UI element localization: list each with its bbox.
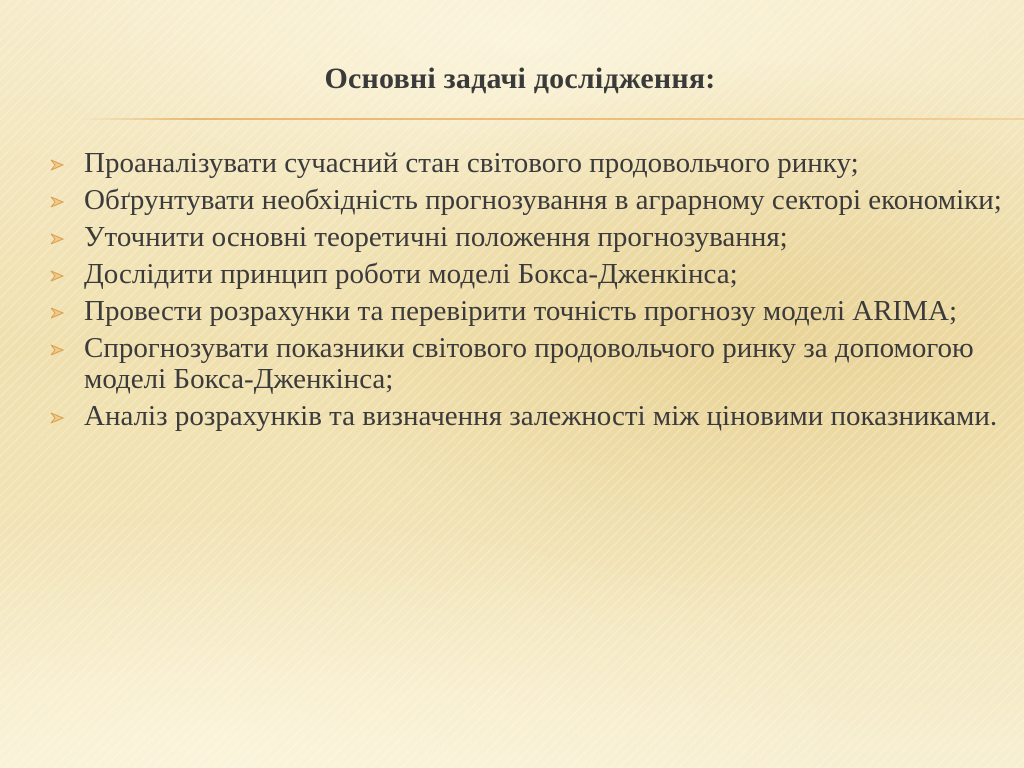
arrow-bullet-icon (50, 270, 64, 282)
arrow-bullet-icon (50, 233, 64, 245)
list-item-text: Обґрунтувати необхідність прогнозування в аграрному секторі економіки; (84, 184, 1002, 216)
title-divider (80, 118, 1024, 120)
list-item-text: Провести розрахунки та перевірити точність прогнозу моделі ARIMA; (84, 295, 958, 327)
arrow-bullet-icon (50, 412, 64, 424)
arrow-bullet-icon (50, 344, 64, 356)
list-item (44, 148, 1004, 179)
list-item (44, 296, 1004, 327)
arrow-bullet-icon (50, 196, 64, 208)
list-item-text: Дослідити принцип роботи моделі Бокса-Дженкінса; (84, 258, 738, 290)
arrow-bullet-icon (50, 307, 64, 319)
list-item (44, 259, 1004, 290)
list-item (44, 222, 1004, 253)
list-item-text: Уточнити основні теоретичні положення прогнозування; (84, 221, 788, 253)
arrow-bullet-icon (50, 159, 64, 171)
list-item (44, 185, 1004, 216)
slide-title: Основні задачі дослідження: (324, 62, 716, 95)
task-list (44, 148, 1004, 438)
list-item-text: Проаналізувати сучасний стан світового продовольчого ринку; (84, 147, 859, 179)
list-item-text: Спрогнозувати показники світового продовольчого ринку за допомогою моделі Бокса-Дженкінса; (84, 332, 974, 395)
list-item (44, 333, 1004, 395)
list-item-text: Аналіз розрахунків та визначення залежності між ціновими показниками. (84, 400, 998, 432)
list-item (44, 401, 1004, 432)
